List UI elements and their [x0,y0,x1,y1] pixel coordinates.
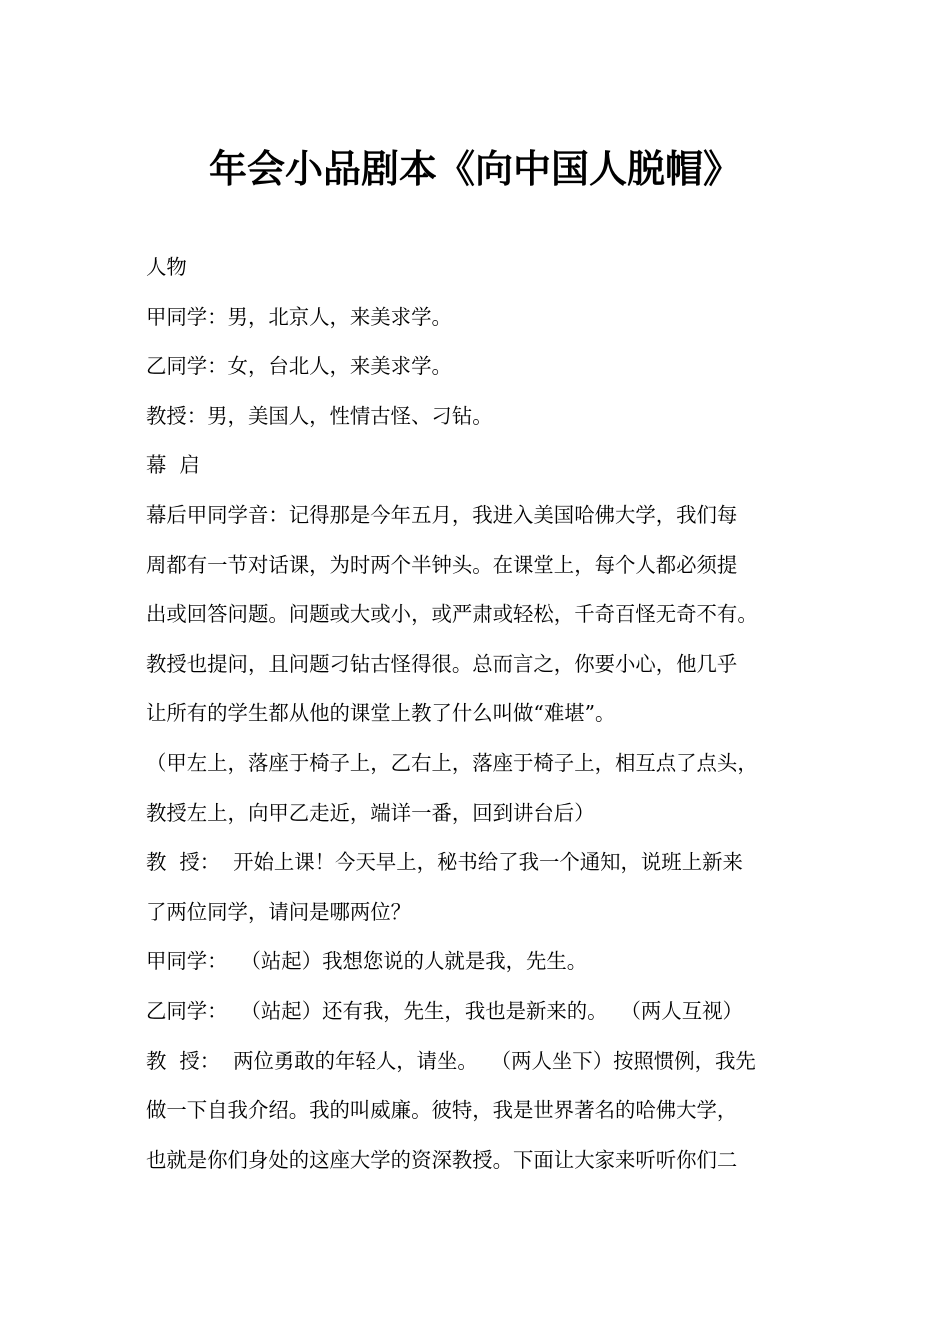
text-line: 乙同学：女，台北人，来美求学。 [146,354,452,379]
script-body [146,249,826,1191]
text-line: 教授左上，向甲乙走近，端详一番，回到讲台后） [146,800,595,825]
text-line: 出或回答问题。问题或大或小，或严肃或轻松，千奇百怪无奇不有。 [146,602,758,627]
text-line: 让所有的学生都从他的课堂上教了什么叫做“难堪”。 [146,701,616,726]
text-line: 周都有一节对话课，为时两个半钟头。在课堂上，每个人都必须提 [146,552,738,577]
text-line: 了两位同学，请问是哪两位？ [146,899,412,924]
text-line: 甲同学：男，北京人，来美求学。 [146,304,452,329]
text-line: （甲左上，落座于椅子上，乙右上，落座于椅子上，相互点了点头， [146,750,758,775]
text-line: 教 授： 两位勇敢的年轻人，请坐。 （两人坐下）按照惯例，我先 [146,1048,756,1073]
text-line: 教授也提问，且问题刁钻古怪得很。总而言之，你要小心，他几乎 [146,651,738,676]
text-line: 幕 启 [146,453,200,478]
text-line: 人物 [146,255,187,279]
text-line: 教 授： 开始上课！今天早上，秘书给了我一个通知，说班上新来 [146,850,743,875]
text-line: 教授：男，美国人，性情古怪、刁钻。 [146,403,493,428]
text-line: 做一下自我介绍。我的叫威廉。彼特，我是世界著名的哈佛大学， [146,1098,738,1123]
text-line: 也就是你们身处的这座大学的资深教授。下面让大家来听听你们二 [146,1147,738,1172]
page-title: 年会小品剧本《向中国人脱帽》 [208,146,741,192]
text-line: 乙同学： （站起）还有我，先生，我也是新来的。 （两人互视） [146,998,743,1023]
text-line: 甲同学： （站起）我想您说的人就是我，先生。 [146,949,588,974]
text-line: 幕后甲同学音：记得那是今年五月，我进入美国哈佛大学，我们每 [146,502,738,527]
